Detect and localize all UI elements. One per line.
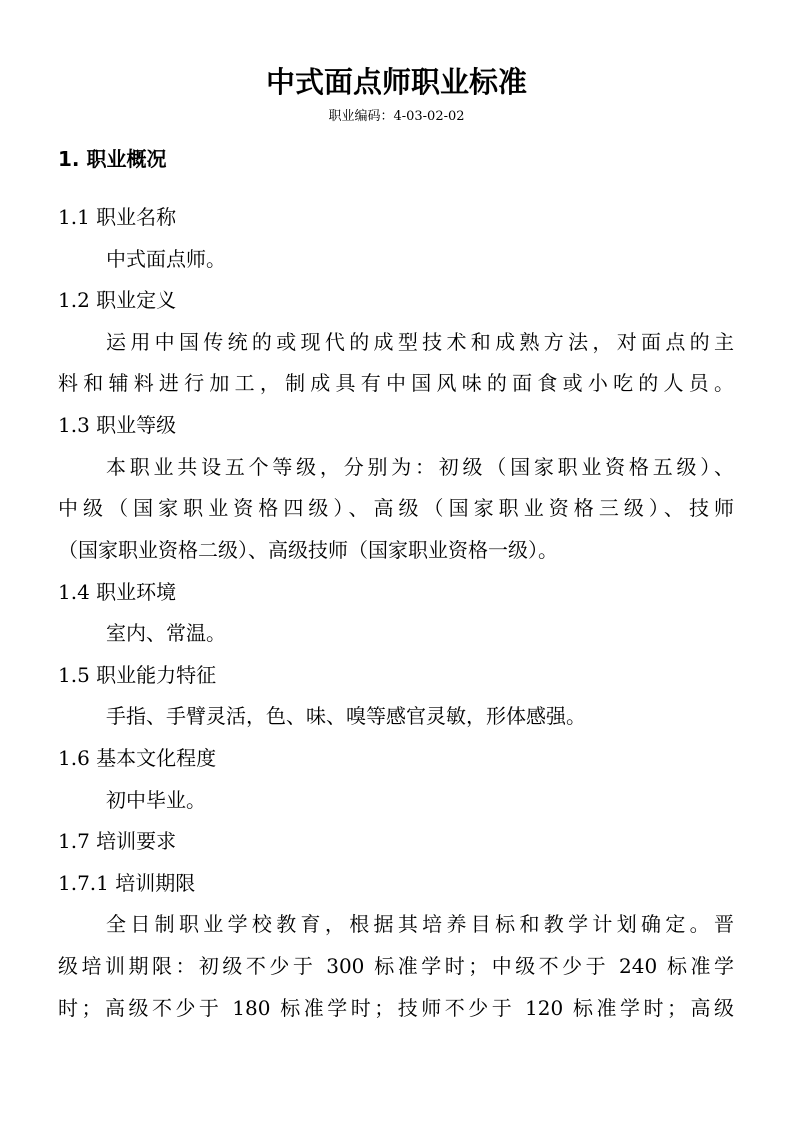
heading-1-7: 1.7 培训要求 xyxy=(58,829,177,853)
heading-1-7-1: 1.7.1 培训期限 xyxy=(58,871,196,895)
body-1-7-1-line-1: 全日制职业学校教育，根据其培养目标和教学计划确定。晋 xyxy=(106,912,734,936)
body-1-2-line-1: 运用中国传统的或现代的成型技术和成熟方法，对面点的主 xyxy=(106,330,734,354)
heading-1-6: 1.6 基本文化程度 xyxy=(58,746,217,770)
heading-1-4: 1.4 职业环境 xyxy=(58,580,177,604)
heading-1-1: 1.1 职业名称 xyxy=(58,205,177,229)
body-1-7-1-line-3: 时；高级不少于 180 标准学时；技师不少于 120 标准学时；高级 xyxy=(58,996,734,1020)
body-1-4: 室内、常温。 xyxy=(106,621,226,645)
section-heading-1: 1. 职业概况 xyxy=(58,147,167,171)
body-1-6: 初中毕业。 xyxy=(106,788,206,812)
heading-1-5: 1.5 职业能力特征 xyxy=(58,663,217,687)
body-1-5: 手指、手臂灵活，色、味、嗅等感官灵敏，形体感强。 xyxy=(106,704,586,728)
body-1-7-1-line-2: 级培训期限：初级不少于 300 标准学时；中级不少于 240 标准学 xyxy=(58,954,734,978)
body-1-2-line-2: 料和辅料进行加工，制成具有中国风味的面食或小吃的人员。 xyxy=(58,371,734,395)
body-1-3-line-1: 本职业共设五个等级，分别为：初级（国家职业资格五级）、 xyxy=(106,455,734,479)
heading-1-2: 1.2 职业定义 xyxy=(58,288,177,312)
body-1-3-line-3: （国家职业资格二级）、高级技师（国家职业资格一级）。 xyxy=(58,538,558,562)
body-1-1: 中式面点师。 xyxy=(106,247,226,271)
heading-1-3: 1.3 职业等级 xyxy=(58,413,177,437)
document-title: 中式面点师职业标准 xyxy=(265,65,527,99)
body-1-3-line-2: 中级（国家职业资格四级）、高级（国家职业资格三级）、技师 xyxy=(58,496,734,520)
occupation-code: 职业编码：4-03-02-02 xyxy=(328,109,465,124)
